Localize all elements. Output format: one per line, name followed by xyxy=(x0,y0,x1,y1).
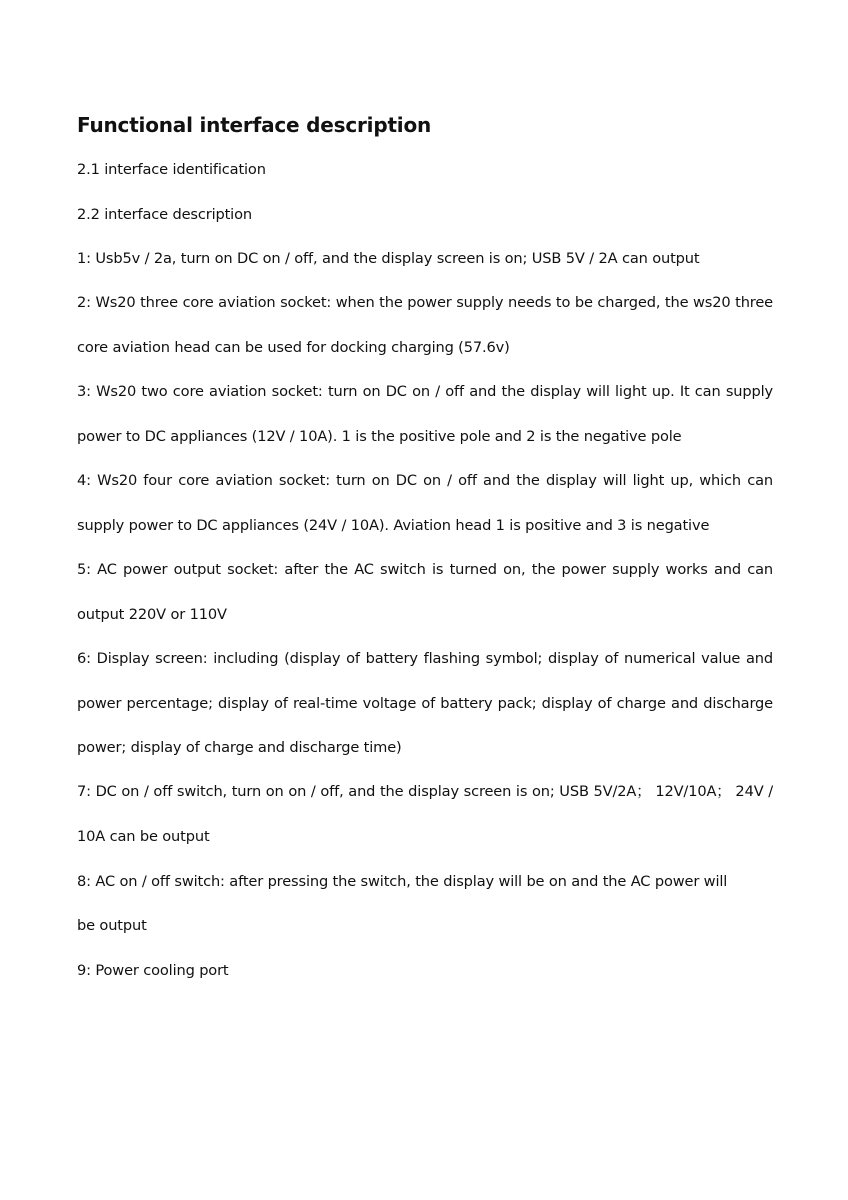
item-3-line-1: 3: Ws20 two core aviation socket: turn on DC on / off and the display will light up. It can supply xyxy=(77,383,773,400)
item-7-line-1: 7: DC on / off switch, turn on on / off, and the display screen is on; USB 5V/2A； 12V/10A； 24V / xyxy=(77,783,773,800)
item-2-line-2: core aviation head can be used for docking charging (57.6v) xyxy=(77,339,510,356)
item-3-line-2: power to DC appliances (12V / 10A). 1 is the positive pole and 2 is the negative pole xyxy=(77,428,682,445)
item-8-line-2: be output xyxy=(77,917,147,934)
item-9-line-1: 9: Power cooling port xyxy=(77,962,229,979)
item-6-line-2: power percentage; display of real-time voltage of battery pack; display of charge and discharge xyxy=(77,695,773,712)
section-heading-description: 2.2 interface description xyxy=(77,206,252,223)
item-4-line-1: 4: Ws20 four core aviation socket: turn on DC on / off and the display will light up, which can xyxy=(77,472,773,489)
item-5-line-1: 5: AC power output socket: after the AC switch is turned on, the power supply works and can xyxy=(77,561,773,578)
item-6-line-1: 6: Display screen: including (display of battery flashing symbol; display of numerical value and xyxy=(77,650,773,667)
item-8-line-1: 8: AC on / off switch: after pressing the switch, the display will be on and the AC power will xyxy=(77,873,728,890)
item-6-line-3: power; display of charge and discharge time) xyxy=(77,739,402,756)
item-2-line-1: 2: Ws20 three core aviation socket: when the power supply needs to be charged, the ws20 three xyxy=(77,294,773,311)
section-heading-identification: 2.1 interface identification xyxy=(77,161,266,178)
item-5-line-2: output 220V or 110V xyxy=(77,606,227,623)
document-title: Functional interface description xyxy=(77,113,432,137)
item-4-line-2: supply power to DC appliances (24V / 10A). Aviation head 1 is positive and 3 is negative xyxy=(77,517,710,534)
item-1-line-1: 1: Usb5v / 2a, turn on DC on / off, and the display screen is on; USB 5V / 2A can output xyxy=(77,250,700,267)
item-7-line-2: 10A can be output xyxy=(77,828,210,845)
